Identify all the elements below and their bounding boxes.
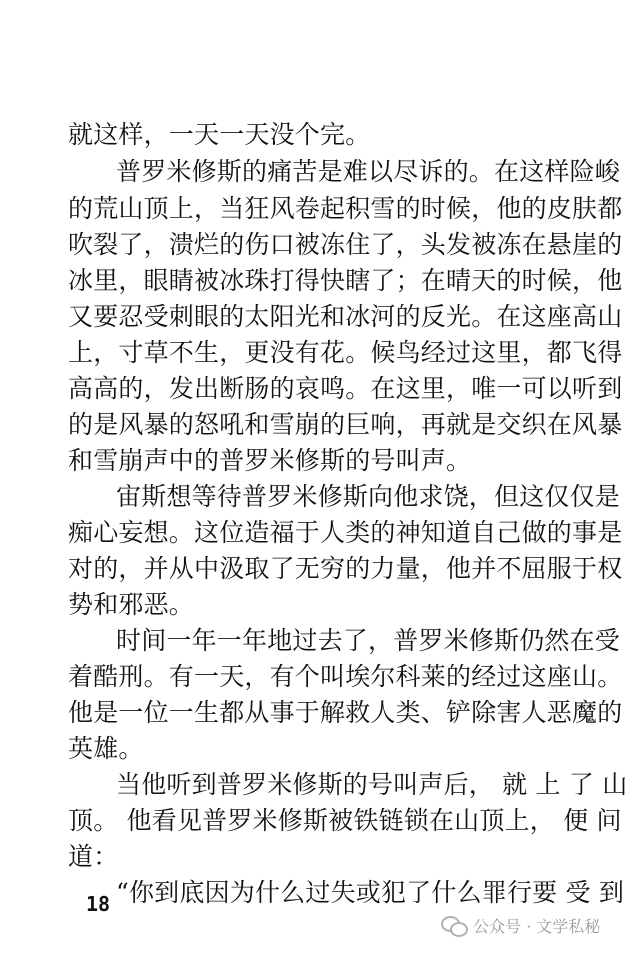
text-line: 宙斯想等待普罗米修斯向他求饶，但这仅仅是 [116,482,621,511]
text-line: 时间一年一年地过去了，普罗米修斯仍然在受 [116,626,621,655]
page-number: 18 [86,892,111,916]
text-line: 高高的，发出断肠的哀鸣。在这里，唯一可以听到 [68,374,623,403]
text-line: 道： [68,842,119,871]
text-line: 着酷刑。有一天，有个叫埃尔科莱的经过这座山。 [68,662,623,691]
wechat-icon [441,915,467,935]
text-line: 的是风暴的怒吼和雪崩的巨响，再就是交织在风暴 [68,410,623,439]
watermark-text: 公众号 · 文学私秘 [473,916,601,936]
text-line: 他是一位一生都从事于解救人类、铲除害人恶魔的 [68,698,623,727]
text-line: 就这样，一天一天没个完。 [68,120,371,149]
text-line: 顶。 他看见普罗米修斯被铁链锁在山顶上， 便 问 [68,806,622,835]
text-line: “你到底因为什么过失或犯了什么罪行要 受 到 [116,878,625,907]
text-line: 和雪崩声中的普罗米修斯的号叫声。 [68,446,472,475]
text-line: 又要忍受刺眼的太阳光和冰河的反光。在这座高山 [68,302,623,331]
text-line: 痴心妄想。这位造福于人类的神知道自己做的事是 [68,518,623,547]
watermark [441,911,600,939]
text-line: 上，寸草不生，更没有花。候鸟经过这里，都飞得 [68,338,623,367]
text-line: 吹裂了，溃烂的伤口被冻住了，头发被冻在悬崖的 [68,230,623,259]
text-line: 势和邪恶。 [68,590,195,619]
text-line: 对的，并从中汲取了无穷的力量，他并不屈服于权 [68,554,623,583]
text-line: 冰里，眼睛被冰珠打得快瞎了；在晴天的时候，他 [68,266,623,295]
text-line: 英雄。 [68,734,144,763]
text-line: 普罗米修斯的痛苦是难以尽诉的。在这样险峻 [116,157,621,186]
text-line: 的荒山顶上，当狂风卷起积雪的时候，他的皮肤都 [68,194,623,223]
text-line: 当他听到普罗米修斯的号叫声后， 就 上 了 山 [116,770,628,799]
